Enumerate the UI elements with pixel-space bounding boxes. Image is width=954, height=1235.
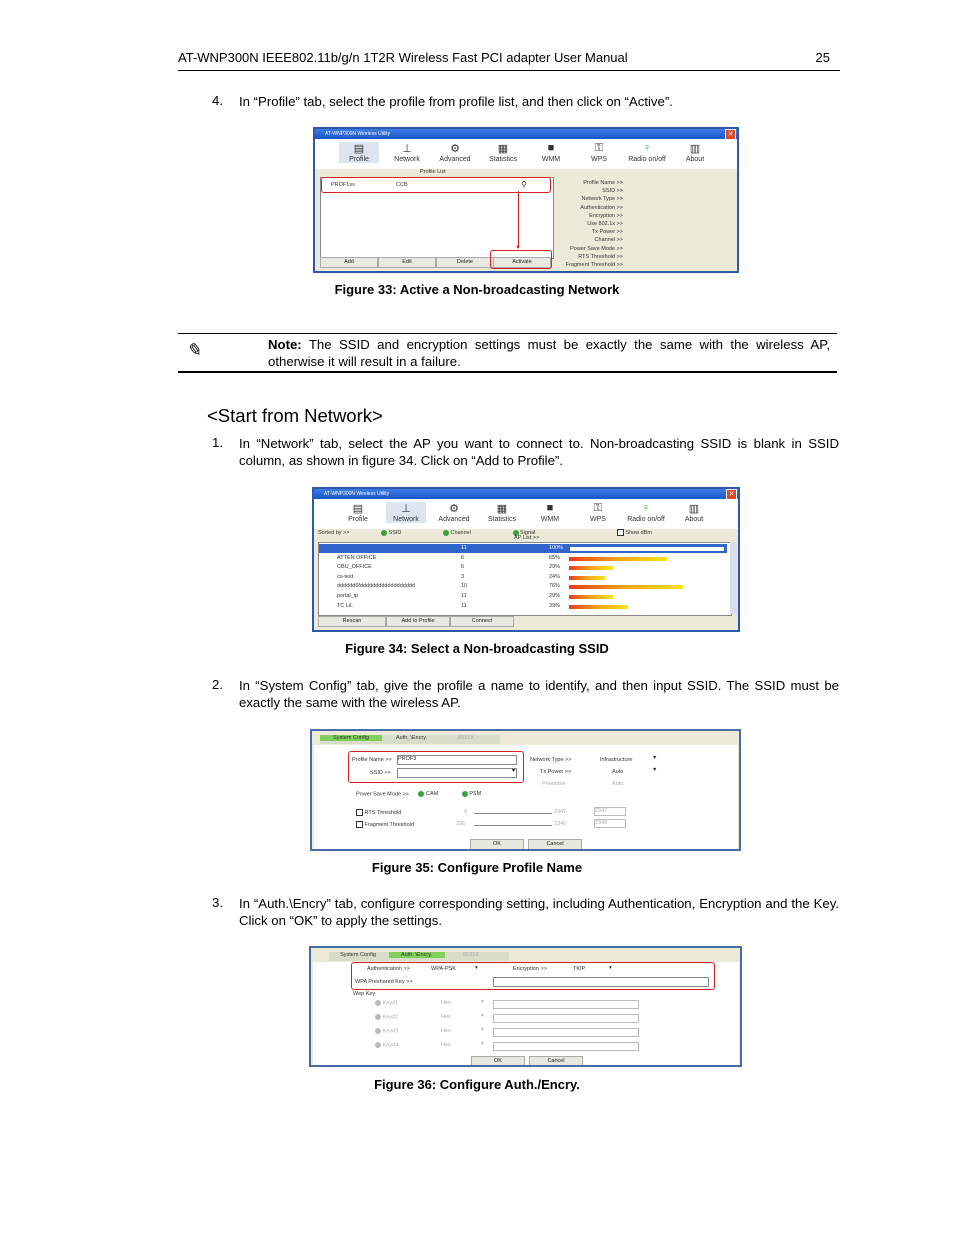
frag-value: 2346 [594, 819, 626, 828]
figure-33-screenshot [313, 127, 739, 273]
radio-icon [462, 791, 468, 797]
wmm-icon: ■ [547, 142, 555, 154]
ap-channel: 3 [461, 573, 465, 580]
sort-bar: Sorted by >> SSID Channel Signal Show dBm [318, 529, 652, 536]
running-header [178, 50, 838, 70]
profile-row-name: PROF1ss [331, 182, 355, 188]
network-icon: ⊥ [402, 143, 412, 155]
ap-signal: 39% [549, 602, 561, 609]
connect-button: Connect [450, 616, 514, 627]
ap-list-label: AP List >> [514, 535, 540, 541]
radio-icon [375, 1014, 381, 1020]
signal-bar [569, 605, 628, 609]
ap-ssid: ATTEN OFFICE [337, 554, 377, 561]
note-text [268, 336, 830, 370]
cancel-button: Cancel [529, 1056, 583, 1067]
note-pencil-icon: ✎ [186, 340, 202, 360]
highlight-box [348, 751, 524, 783]
chevron-down-icon: ▾ [511, 768, 515, 774]
ap-ssid: TC LiL [337, 602, 354, 609]
statistics-icon: ▦ [497, 143, 509, 155]
figure-caption: Figure 34: Select a Non-broadcasting SSID [345, 641, 609, 656]
ok-button: OK [470, 839, 524, 850]
ap-channel: 11 [461, 593, 467, 599]
scrollbar [730, 542, 737, 614]
tab-auth-encry: Auth. \Encry. [389, 952, 445, 958]
tab-wps: ⚿ WPS [579, 142, 619, 163]
gear-icon: ⚙ [449, 503, 459, 515]
window-titlebar: AT-WNP300N Wireless Utility [314, 489, 738, 499]
ap-ssid: dddddd6fdddddddddddddddddd [337, 583, 415, 590]
tab-network: ⊥ Network [387, 142, 427, 163]
tab-wmm: ■ WMM [531, 142, 571, 163]
note-body: The SSID and encryption settings must be exactly the same with the wireless AP, otherwise it will result in a failure. [268, 337, 830, 369]
ssid-label: SSID >> [370, 770, 391, 776]
tab-system-config: System Config [340, 952, 376, 958]
arrow-line [518, 191, 519, 248]
table-row [319, 592, 727, 601]
frag-row: Fragment Threshold [356, 821, 414, 828]
header-title: AT-WNP300N IEEE802.11b/g/n 1T2R Wireless Fast PCI adapter User Manual [178, 50, 628, 65]
header-rule [178, 70, 840, 71]
add-button: Add [320, 257, 378, 268]
step-number: 3. [212, 895, 223, 910]
chevron-down-icon: ▾ [609, 965, 612, 971]
table-row [319, 602, 727, 611]
ap-ssid: portal_ip [337, 593, 359, 599]
wep-key-field [493, 1014, 639, 1023]
tab-profile: ▤ Profile [338, 502, 378, 523]
note-rule-bottom [178, 371, 837, 373]
tab-strip [320, 735, 500, 744]
radio-icon [375, 1000, 381, 1006]
tab-advanced: ⚙ Advanced [435, 142, 475, 163]
ap-signal: 65% [549, 554, 561, 561]
step-text: In “Network” tab, select the AP you want to connect to. Non-broadcasting SSID is blank in SSID column, as shown in figure 34. Click on “Add to Profile”. [239, 436, 839, 468]
radio-icon [375, 1042, 381, 1048]
highlight-box [321, 177, 551, 193]
table-row [319, 554, 727, 563]
step-text: In “Auth.\Encry” tab, configure corresponding setting, including Authentication, Encryption and the Key. Click on “OK” to apply the settings. [239, 896, 839, 928]
wep-key-group: Key#1 Hex ▾ Key#2 Hex ▾ Key#3 Hex ▾ Key#4 Hex ▾ [351, 998, 641, 1056]
ap-signal: 100% [549, 545, 564, 551]
encryption-value: TKIP [573, 966, 586, 972]
ap-signal: 29% [549, 564, 561, 571]
tab-wmm: ■ WMM [530, 502, 570, 523]
ap-signal: 76% [549, 583, 561, 590]
encryption-label: Encryption >> [513, 966, 547, 972]
table-row [319, 544, 727, 553]
auth-label: Authentication >> [367, 966, 410, 972]
window-titlebar: AT-WNP300N Wireless Utility [315, 129, 737, 139]
tab-strip [329, 952, 509, 961]
ap-signal: 29% [549, 593, 561, 599]
tab-advanced: ⚙ Advanced [434, 502, 474, 523]
ap-signal: 24% [549, 573, 561, 580]
checkbox-icon [356, 821, 363, 828]
auth-value: WPA-PSK [431, 966, 456, 972]
tab-radio: ♀ Radio on/off [628, 142, 666, 163]
step-number: 1. [212, 435, 223, 450]
tab-network: ⊥ Network [386, 502, 426, 523]
tab-8021x: 8021X [458, 735, 475, 741]
signal-bar [569, 557, 667, 561]
checkbox-icon [617, 529, 624, 536]
chevron-down-icon: ▾ [475, 965, 478, 971]
profile-icon: ▤ [352, 503, 364, 515]
tab-8021x: 8021X [463, 952, 480, 958]
note-rule-top [178, 333, 837, 334]
step-text: In “System Config” tab, give the profile a name to identify, and then input SSID. The SSID must be exactly the same with the wireless AP. [239, 678, 839, 710]
signal-bar [569, 576, 605, 580]
wep-key-field [493, 1000, 639, 1009]
activate-button: Activate [493, 257, 551, 268]
tab-profile: ▤ Profile [339, 142, 379, 163]
arrow-down-icon: ▼ [515, 245, 521, 251]
radio-icon [381, 530, 387, 536]
wep-key-field [493, 1042, 639, 1051]
figure-caption: Figure 36: Configure Auth./Encry. [374, 1077, 580, 1092]
figure-35-screenshot [310, 729, 741, 851]
highlight-box [351, 962, 715, 990]
cancel-button: Cancel [528, 839, 582, 850]
preamble-value: Auto [612, 781, 624, 787]
signal-bar [569, 585, 683, 589]
toolbar [315, 139, 737, 169]
tx-power-label: Tx Power >> [540, 769, 572, 775]
ap-channel: 6 [461, 554, 465, 561]
power-save-row: Power Save Mode >> CAM PSM [356, 791, 482, 798]
tab-about: ▥ About [674, 502, 714, 523]
ok-button: OK [471, 1056, 525, 1067]
wpa-key-label: WPA Preshared Key >> [355, 979, 413, 985]
radio-icon [418, 791, 424, 797]
ap-channel: 11 [461, 545, 467, 551]
wps-icon: ⚿ [593, 502, 603, 514]
note-label: Note: [268, 337, 302, 352]
ap-ssid: cs-test [337, 573, 354, 580]
step-number: 4. [212, 93, 223, 108]
tab-radio: ♀ Radio on/off [627, 502, 665, 523]
rts-slider [474, 813, 552, 814]
signal-bar [569, 595, 613, 599]
chevron-down-icon: ▾ [481, 1041, 484, 1047]
wmm-icon: ■ [546, 502, 554, 514]
wep-key-label: Wep Key [353, 991, 376, 997]
rescan-button: Rescan [318, 616, 386, 627]
wps-icon: ⚿ [594, 142, 604, 154]
toolbar [314, 499, 738, 529]
preamble-label: Preamble [542, 781, 566, 787]
ap-channel: 6 [461, 564, 465, 571]
ap-list [318, 542, 732, 616]
profile-list-header: Profile List [420, 169, 446, 175]
radio-icon: ♀ [641, 502, 651, 514]
profile-name-label: Profile Name >> [352, 757, 392, 763]
network-type-value: Infrastructure [600, 757, 633, 763]
step-text: In “Profile” tab, select the profile from profile list, and then click on “Active”. [239, 94, 673, 109]
tab-statistics: ▦ Statistics [483, 142, 523, 163]
chevron-down-icon: ▼ [652, 755, 658, 761]
section-title: <Start from Network> [207, 405, 383, 426]
ap-channel: 11 [461, 602, 467, 609]
profile-row-ssid: CCB [396, 182, 408, 188]
tab-wps: ⚿ WPS [578, 502, 618, 523]
frag-max: 2346 [554, 821, 567, 827]
signal-bar [569, 566, 613, 570]
profile-details: Profile Name >> SSID >> Network Type >> Authentication >> Encryption >> Use 802.1x >> Tx Power >> Channel >> Power Save Mode >> RTS Threshold >> Fragment Threshold >> [565, 180, 623, 269]
ap-channel: 10 [461, 583, 468, 590]
delete-button: Delete [436, 257, 494, 268]
highlight-box [490, 250, 552, 269]
tab-auth-encry: Auth. \Encry. [395, 735, 428, 741]
frag-slider [474, 825, 552, 826]
wep-key-field [493, 1028, 639, 1037]
gear-icon: ⚙ [450, 143, 460, 155]
tx-power-value: Auto [612, 769, 624, 775]
step-number: 2. [212, 677, 223, 692]
table-row [319, 563, 727, 572]
about-icon: ▥ [689, 143, 701, 155]
figure-caption: Figure 33: Active a Non-broadcasting Network [334, 282, 620, 297]
chevron-down-icon: ▾ [481, 1027, 484, 1033]
signal-bar [569, 546, 725, 552]
radio-icon [375, 1028, 381, 1034]
radio-icon: ♀ [642, 142, 652, 154]
close-icon: ✕ [726, 489, 737, 500]
radio-icon [443, 530, 449, 536]
chevron-down-icon: ▼ [652, 767, 658, 773]
frag-min: 256 [456, 821, 466, 827]
rts-max: 2347 [554, 809, 567, 815]
ap-ssid: CBU_OFFICE [337, 564, 372, 571]
rts-value: 2347 [594, 807, 626, 816]
edit-button: Edit [378, 257, 436, 268]
checkbox-icon [356, 809, 363, 816]
statistics-icon: ▦ [496, 503, 508, 515]
figure-caption: Figure 35: Configure Profile Name [371, 860, 583, 875]
tab-statistics: ▦ Statistics [482, 502, 522, 523]
profile-icon: ▤ [353, 143, 365, 155]
close-icon: ✕ [725, 129, 736, 140]
tab-about: ▥ About [675, 142, 715, 163]
rts-min: 0 [464, 809, 468, 815]
tab-system-config: System Config [320, 735, 382, 741]
about-icon: ▥ [688, 503, 700, 515]
chevron-down-icon: ▾ [481, 1013, 484, 1019]
page-number: 25 [815, 50, 830, 65]
add-to-profile-button: Add to Profile [386, 616, 450, 627]
table-row [319, 573, 727, 582]
profile-name-field: PROF3 [397, 755, 517, 765]
figure-34-screenshot [312, 487, 740, 632]
connection-icon: ⚲ [521, 180, 527, 189]
rts-row: RTS Threshold [356, 809, 401, 816]
network-type-label: Network Type >> [530, 757, 572, 763]
chevron-down-icon: ▾ [481, 999, 484, 1005]
table-row [319, 582, 727, 591]
network-icon: ⊥ [401, 503, 411, 515]
figure-36-screenshot [309, 946, 742, 1067]
